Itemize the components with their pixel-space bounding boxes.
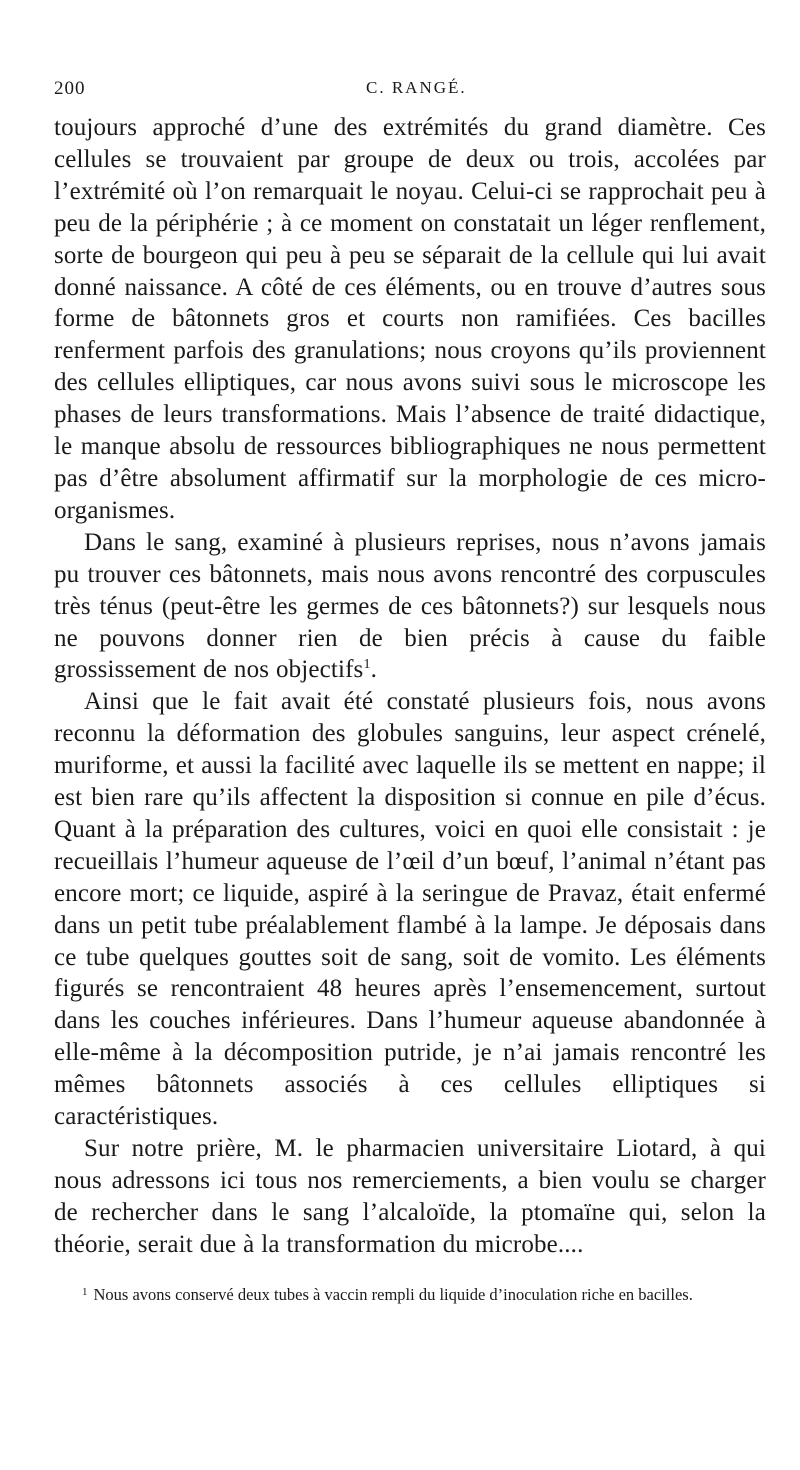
footnote-reference: 1 (363, 657, 371, 673)
footnote-text: Nous avons conservé deux tubes à vaccin rempli du liquide d’inoculation riche en bacilles. (93, 1284, 693, 1304)
paragraph-2 (54, 527, 766, 687)
paragraph-4: Sur notre prière, M. le pharmacien universitaire Liotard, à qui nous adressons ici tous nos remerciements, a bien voulu se charger de rechercher dans le sang l’alcaloïde, la ptomaïne qui, selon la théorie, serait due à la transformation du microbe.... (54, 1135, 766, 1258)
paragraph-2-text: Dans le sang, examiné à plusieurs reprises, nous n’avons jamais pu trouver ces bâtonnets, mais nous avons rencontré des corpuscules très ténus (peut-être les germes de ces bâtonnets?) sur lesquels nous ne pouvons donner rien de bien précis à cause du faible grossissement de nos objectifs (54, 528, 766, 684)
running-head (54, 78, 766, 112)
book-page (54, 78, 766, 1307)
page-number: 200 (54, 78, 86, 99)
footnote-marker: 1 (82, 1285, 88, 1298)
paragraph-1: toujours approché d’une des extrémités du grand diamètre. Ces cellules se trouvaient par groupe de deux ou trois, accolées par l’extrémité où l’on remarquait le noyau. Celui-ci se rapprochait peu à peu de la périphérie ; à ce moment on constatait un léger renflement, sorte de bourgeon qui peu à peu se séparait de la cellule qui lui avait donné naissance. A côté de ces éléments, ou en trouve d’autres sous forme de bâtonnets gros et courts non ramifiées. Ces bacilles renferment parfois des granulations; nous croyons qu’ils proviennent des cellules elliptiques, car nous avons suivi sous le microscope les phases de leurs transformations. Mais l’absence de traité didactique, le manque absolu de ressources bibliographiques ne nous permettent pas d’être absolument affirmatif sur la morphologie de ces micro-organismes. (54, 114, 766, 524)
footnotes (54, 1283, 766, 1307)
paragraph-3: Ainsi que le fait avait été constaté plusieurs fois, nous avons reconnu la déformation des globules sanguins, leur aspect crénelé, muriforme, et aussi la facilité avec laquelle ils se mettent en nappe; il est bien rare qu’ils affectent la disposition si connue en pile d’écus. Quant à la préparation des cultures, voici en quoi elle consistait : je recueillais l’humeur aqueuse de l’œil d’un bœuf, l’animal n’étant pas encore mort; ce liquide, aspiré à la seringue de Pravaz, était enfermé dans un petit tube préalablement flambé à la lampe. Je déposais dans ce tube quelques gouttes soit de sang, soit de vomito. Les éléments figurés se rencontraient 48 heures après l’ensemencement, surtout dans les couches inférieures. Dans l’humeur aqueuse abandonnée à elle-même à la décomposition putride, je n’ai jamais rencontré les mêmes bâtonnets associés à ces cellules elliptiques si caractéristiques. (54, 688, 766, 1131)
body-text (54, 112, 766, 1261)
running-head-author: C. RANGÉ. (366, 78, 467, 97)
footnote-1 (54, 1283, 766, 1307)
paragraph-2-end: . (370, 656, 377, 684)
